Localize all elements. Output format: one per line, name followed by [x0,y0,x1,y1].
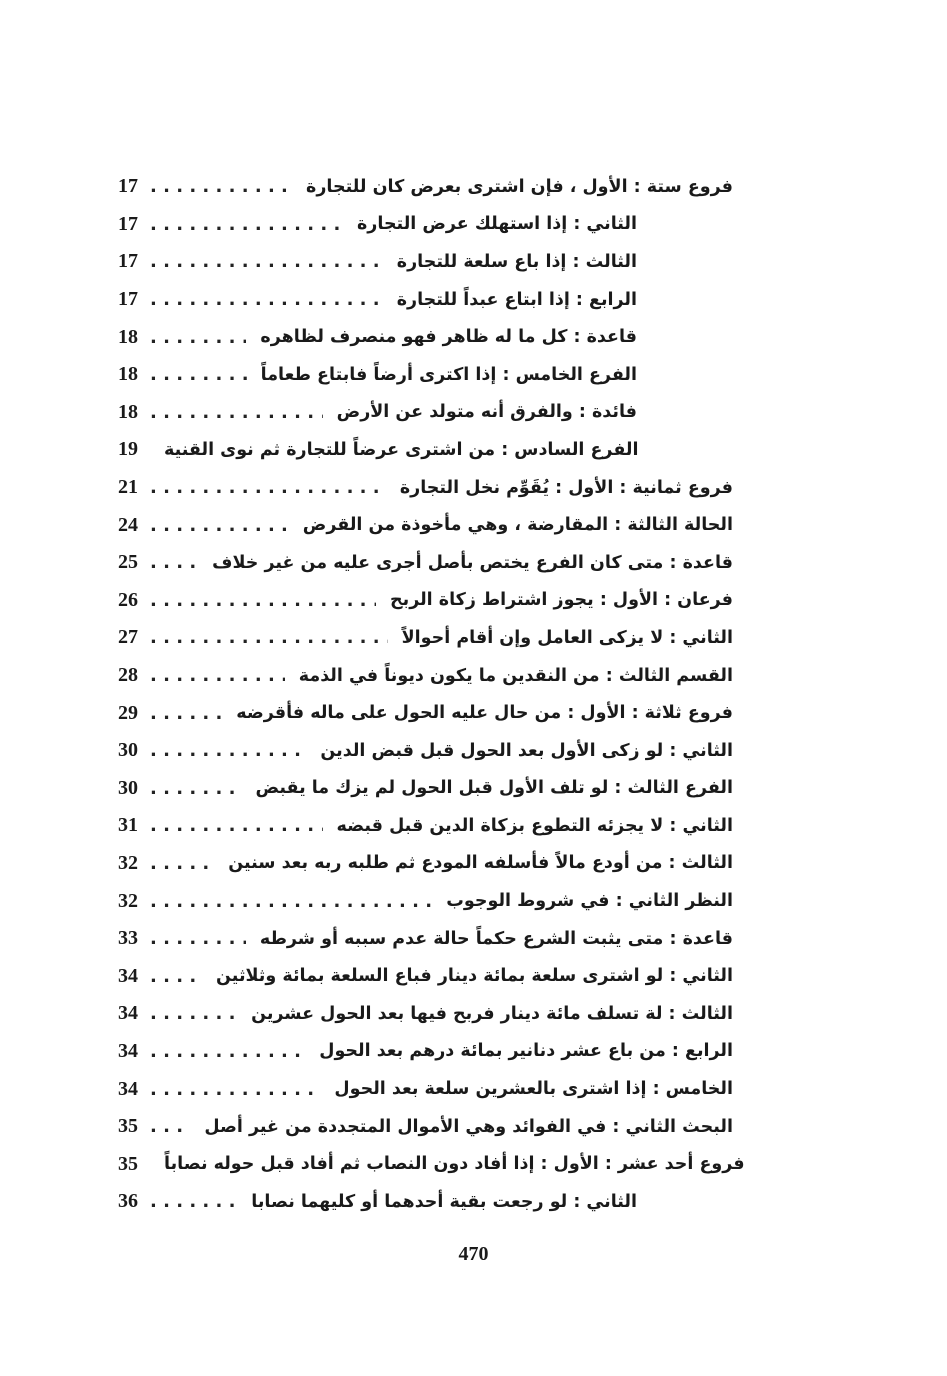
toc-page-number: 17 [118,212,138,235]
toc-page-number: 21 [118,476,138,499]
toc-entry-title: القسم الثالث : من النقدين ما يكون ديوناً في الذمة [298,665,733,686]
toc-page-number: 18 [118,325,138,348]
toc-entry [118,882,733,920]
toc-entry-title: الثاني : لو زكى الأول بعد الحول قبل قبض الدين [320,740,733,761]
toc-page-number: 30 [118,776,138,799]
dot-leader [150,778,241,799]
toc-entry-title: الفرع الخامس : إذا اكترى أرضاً فابتاع طعاماً [260,364,637,385]
toc-entry-title: فروع ثلاثة : الأول : من حال عليه الحول على ماله فأقرضه [236,703,733,724]
toc-entry [118,431,733,469]
toc-entry-title: الحالة الثالثة : المقارضة ، وهي مأخوذة من القرض [302,515,733,536]
toc-entry [118,394,733,432]
toc-page-number: 18 [118,400,138,423]
dot-leader [150,477,386,498]
toc-page-number: 17 [118,250,138,273]
dot-leader [150,665,285,686]
dot-leader [150,1003,237,1024]
dot-leader [150,327,246,348]
dot-leader [150,966,202,987]
toc-entry-title: الخامس : إذا اشترى بالعشرين سلعة بعد الحول [334,1079,733,1100]
toc-page-number: 25 [118,551,138,574]
toc-entry-title: فائدة : والفرق أنه متولد عن الأرض [336,402,637,423]
toc-page-number: 32 [118,889,138,912]
toc-entry [118,506,733,544]
toc-entry-title: الفرع السادس : من اشترى عرضاً للتجارة ثم نوى القنية [164,439,639,460]
toc-entry-title: فروع أحد عشر : الأول : إذا أفاد دون النصاب ثم أفاد قبل حوله نصاباً [164,1154,745,1175]
toc-page-number: 29 [118,701,138,724]
toc-entry [118,281,733,319]
toc-entry [118,469,733,507]
toc-entry-title: الثاني : لا يجزئه التطوع بزكاة الدين قبل قبضه [336,815,733,836]
toc-entry [118,732,733,770]
toc-entry-title: النظر الثاني : في شروط الوجوب [446,891,733,912]
toc-page-number: 35 [118,1115,138,1138]
toc-entry [118,995,733,1033]
dot-leader [150,176,292,197]
toc-entry [118,694,733,732]
toc-page-number: 35 [118,1152,138,1175]
toc-page-number: 34 [118,964,138,987]
toc-entry [118,770,733,808]
toc-entry [118,356,733,394]
dot-leader [150,289,383,310]
toc-entry-title: الرابع : من باع عشر دنانير بمائة درهم بعد الحول [319,1041,733,1062]
dot-leader [150,1041,305,1062]
toc-entry-title: قاعدة : كل ما له ظاهر فهو منصرف لظاهره [260,327,637,348]
toc-page-number: 24 [118,513,138,536]
toc-entry-title: الثالث : من أودع مالاً فأسلفه المودع ثم طلبه ربه بعد سنين [228,853,733,874]
dot-leader [150,364,247,385]
toc-entry [118,318,733,356]
toc-entry-title: قاعدة : متى يثبت الشرع حكماً حالة عدم سببه أو شرطه [259,928,733,949]
toc-entry [118,582,733,620]
toc-entry-title: فرعان : الأول : يجوز اشتراط زكاة الربح [390,590,733,611]
toc-entry [118,1033,733,1071]
toc-page-number: 36 [118,1190,138,1213]
dot-leader [150,251,383,272]
toc-entry-title: الثالث : لة تسلف مائة دينار فربح فيها بعد الحول عشرين [251,1003,733,1024]
toc-entry-title: الفرع الثالث : لو تلف الأول قبل الحول لم يزك ما يقبض [255,778,733,799]
toc-entry-title: الثاني : لو اشترى سلعة بمائة دينار فباع السلعة بمائة وثلاثين [216,966,733,987]
toc-page-number: 28 [118,664,138,687]
dot-leader [150,853,214,874]
toc-page-number: 32 [118,851,138,874]
toc-entry [118,168,733,206]
toc-page-number: 31 [118,814,138,837]
toc-page-number: 33 [118,927,138,950]
page-number: 470 [458,1243,489,1265]
toc-page-number: 34 [118,1002,138,1025]
dot-leader [150,214,343,235]
toc-entry [118,619,733,657]
dot-leader [150,1116,190,1137]
toc-entry [118,920,733,958]
toc-entry [118,1070,733,1108]
toc-entry [118,243,733,281]
dot-leader [150,590,376,611]
dot-leader [150,928,246,949]
dot-leader [150,552,198,573]
toc-entry [118,1145,745,1183]
dot-leader [150,1191,237,1212]
dot-leader [150,703,222,724]
toc-entry [118,657,733,695]
toc-page-number: 27 [118,626,138,649]
toc-page-number: 30 [118,739,138,762]
toc-entry [118,1108,733,1146]
toc-entry-title: البحث الثاني : في الفوائد وهي الأموال المتجددة من غير أصل [204,1116,733,1137]
toc-entry-title: قاعدة : متى كان الفرع يختص بأصل أجرى عليه من غير خلاف [212,552,733,573]
toc-entry-title: فروع ستة : الأول ، فإن اشترى بعرض كان للتجارة [306,176,733,197]
toc-entry [118,206,733,244]
toc-page-number: 34 [118,1077,138,1100]
toc-page-number: 17 [118,288,138,311]
table-of-contents [118,168,745,1221]
dot-leader [150,627,388,648]
dot-leader [150,740,306,761]
toc-page-number: 34 [118,1039,138,1062]
dot-leader [150,515,289,536]
toc-entry-title: الثاني : لا يزكى العامل وإن أقام أحوالاً [401,627,733,648]
toc-entry [118,544,733,582]
toc-page-number: 19 [118,438,138,461]
toc-entry-title: الثالث : إذا باع سلعة للتجارة [396,251,637,272]
dot-leader [150,1079,320,1100]
toc-entry-title: الثاني : إذا استهلك عرض التجارة [356,214,637,235]
toc-entry [118,845,733,883]
toc-page-number: 17 [118,175,138,198]
toc-entry [118,1183,733,1221]
toc-entry-title: الثاني : لو رجعت بقية أحدهما أو كليهما نصابا [251,1191,637,1212]
toc-entry-title: الرابع : إذا ابتاع عبداً للتجارة [396,289,637,310]
dot-leader [150,402,323,423]
toc-entry-title: فروع ثمانية : الأول : يُقَوِّم نخل التجارة [399,477,733,498]
dot-leader [150,815,323,836]
toc-page-number: 26 [118,588,138,611]
dot-leader [150,891,432,912]
toc-page-number: 18 [118,363,138,386]
toc-entry [118,807,733,845]
toc-entry [118,957,733,995]
